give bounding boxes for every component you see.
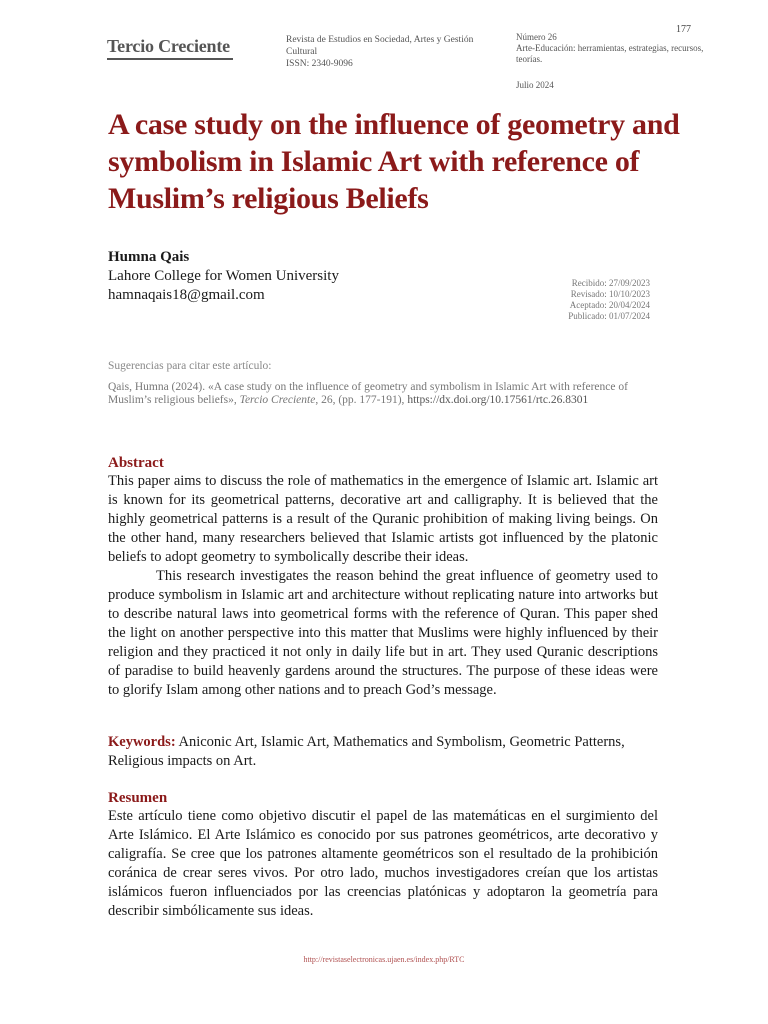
date-accepted: Aceptado: 20/04/2024 <box>569 300 650 310</box>
journal-issn: ISSN: 2340-9096 <box>286 59 353 69</box>
journal-description-block <box>286 34 486 70</box>
page-number: 177 <box>676 24 691 35</box>
citation-text <box>108 381 656 406</box>
citation-text-after: , 26, (pp. 177-191), <box>315 393 408 406</box>
keywords-text: Aniconic Art, Islamic Art, Mathematics and Symbolism, Geometric Patterns, Religious impacts on Art. <box>108 734 625 769</box>
date-revised: Revisado: 10/10/2023 <box>570 289 650 299</box>
author-affiliation: Lahore College for Women University <box>108 268 339 284</box>
author-name: Humna Qais <box>108 249 190 265</box>
author-block <box>108 248 339 305</box>
keywords-paragraph <box>108 733 658 771</box>
abstract-paragraph-1: This paper aims to discuss the role of mathematics in the emergence of Islamic art. Islamic art is known for its geometrical patterns, decorative art and calligraphy. It is believed that the highly geometrical patterns is a result of the Quranic prohibition of making living beings. On the other hand, many researchers believed that Islamic artists got influenced by the platonic beliefs to adopt geometry to symbolically describe their ideas. <box>108 473 658 565</box>
date-received: Recibido: 27/09/2023 <box>571 278 650 288</box>
issue-date: Julio 2024 <box>516 80 554 90</box>
resumen-heading: Resumen <box>108 790 168 806</box>
citation-label: Sugerencias para citar este artículo: <box>108 360 272 372</box>
keywords-section <box>108 733 658 771</box>
citation-journal: Tercio Creciente <box>239 393 316 406</box>
article-title: A case study on the influence of geometry and symbolism in Islamic Art with reference of Muslim’s religious Beliefs <box>108 108 680 215</box>
citation-doi-link[interactable]: https://dx.doi.org/10.17561/rtc.26.8301 <box>407 393 589 406</box>
citation-text-before: Qais, Humna (2024). «A case study on the influence of geometry and symbolism in Islamic Art with reference of Muslim’s religious beliefs», <box>108 381 628 406</box>
journal-description: Revista de Estudios en Sociedad, Artes y Gestión Cultural <box>286 35 474 57</box>
author-email[interactable]: hamnaqais18@gmail.com <box>108 287 265 303</box>
resumen-section <box>108 789 658 921</box>
journal-name: Tercio Creciente <box>107 36 230 56</box>
issue-info-block <box>516 32 716 65</box>
abstract-paragraph-2: This research investigates the reason behind the great influence of geometry used to produce symbolism in Islamic art and architecture without replicating nature into artworks but to describe natural laws into geometrical forms with the reference of Quran. This paper shed the light on another perspective into this matter that Muslims were highly influenced by their religion and they practiced it not only in daily life but in art. They used Quranic descriptions of paradise to build heavenly gardens around the structures. The purpose of these ideas were to glorify Islam among other nations and to preach God’s message. <box>108 568 658 698</box>
date-published: Publicado: 01/07/2024 <box>568 311 650 321</box>
footer-url[interactable]: http://revistaselectronicas.ujaen.es/index.php/RTC <box>303 955 465 964</box>
abstract-section <box>108 454 658 700</box>
keywords-label: Keywords: <box>108 734 176 750</box>
resumen-paragraph-1: Este artículo tiene como objetivo discutir el papel de las matemáticas en el surgimiento del Arte Islámico. El Arte Islámico es conocido por sus patrones geométricos, arte decorativo y caligrafía. Se cree que los patrones altamente geométricos son el resultado de la prohibición coránica de crear seres vivos. Por otro lado, muchos investigadores creían que los artistas islámicos fueron influenciados por las creencias platónicas y adoptaron la geometría para describir simbólicamente sus ideas. <box>108 808 658 919</box>
issue-number: Número 26 <box>516 32 557 42</box>
abstract-heading: Abstract <box>108 455 164 471</box>
journal-name-underline <box>107 58 233 60</box>
issue-topic: Arte-Educación: herramientas, estrategias, recursos, teorías. <box>516 43 704 64</box>
article-dates <box>500 278 650 322</box>
